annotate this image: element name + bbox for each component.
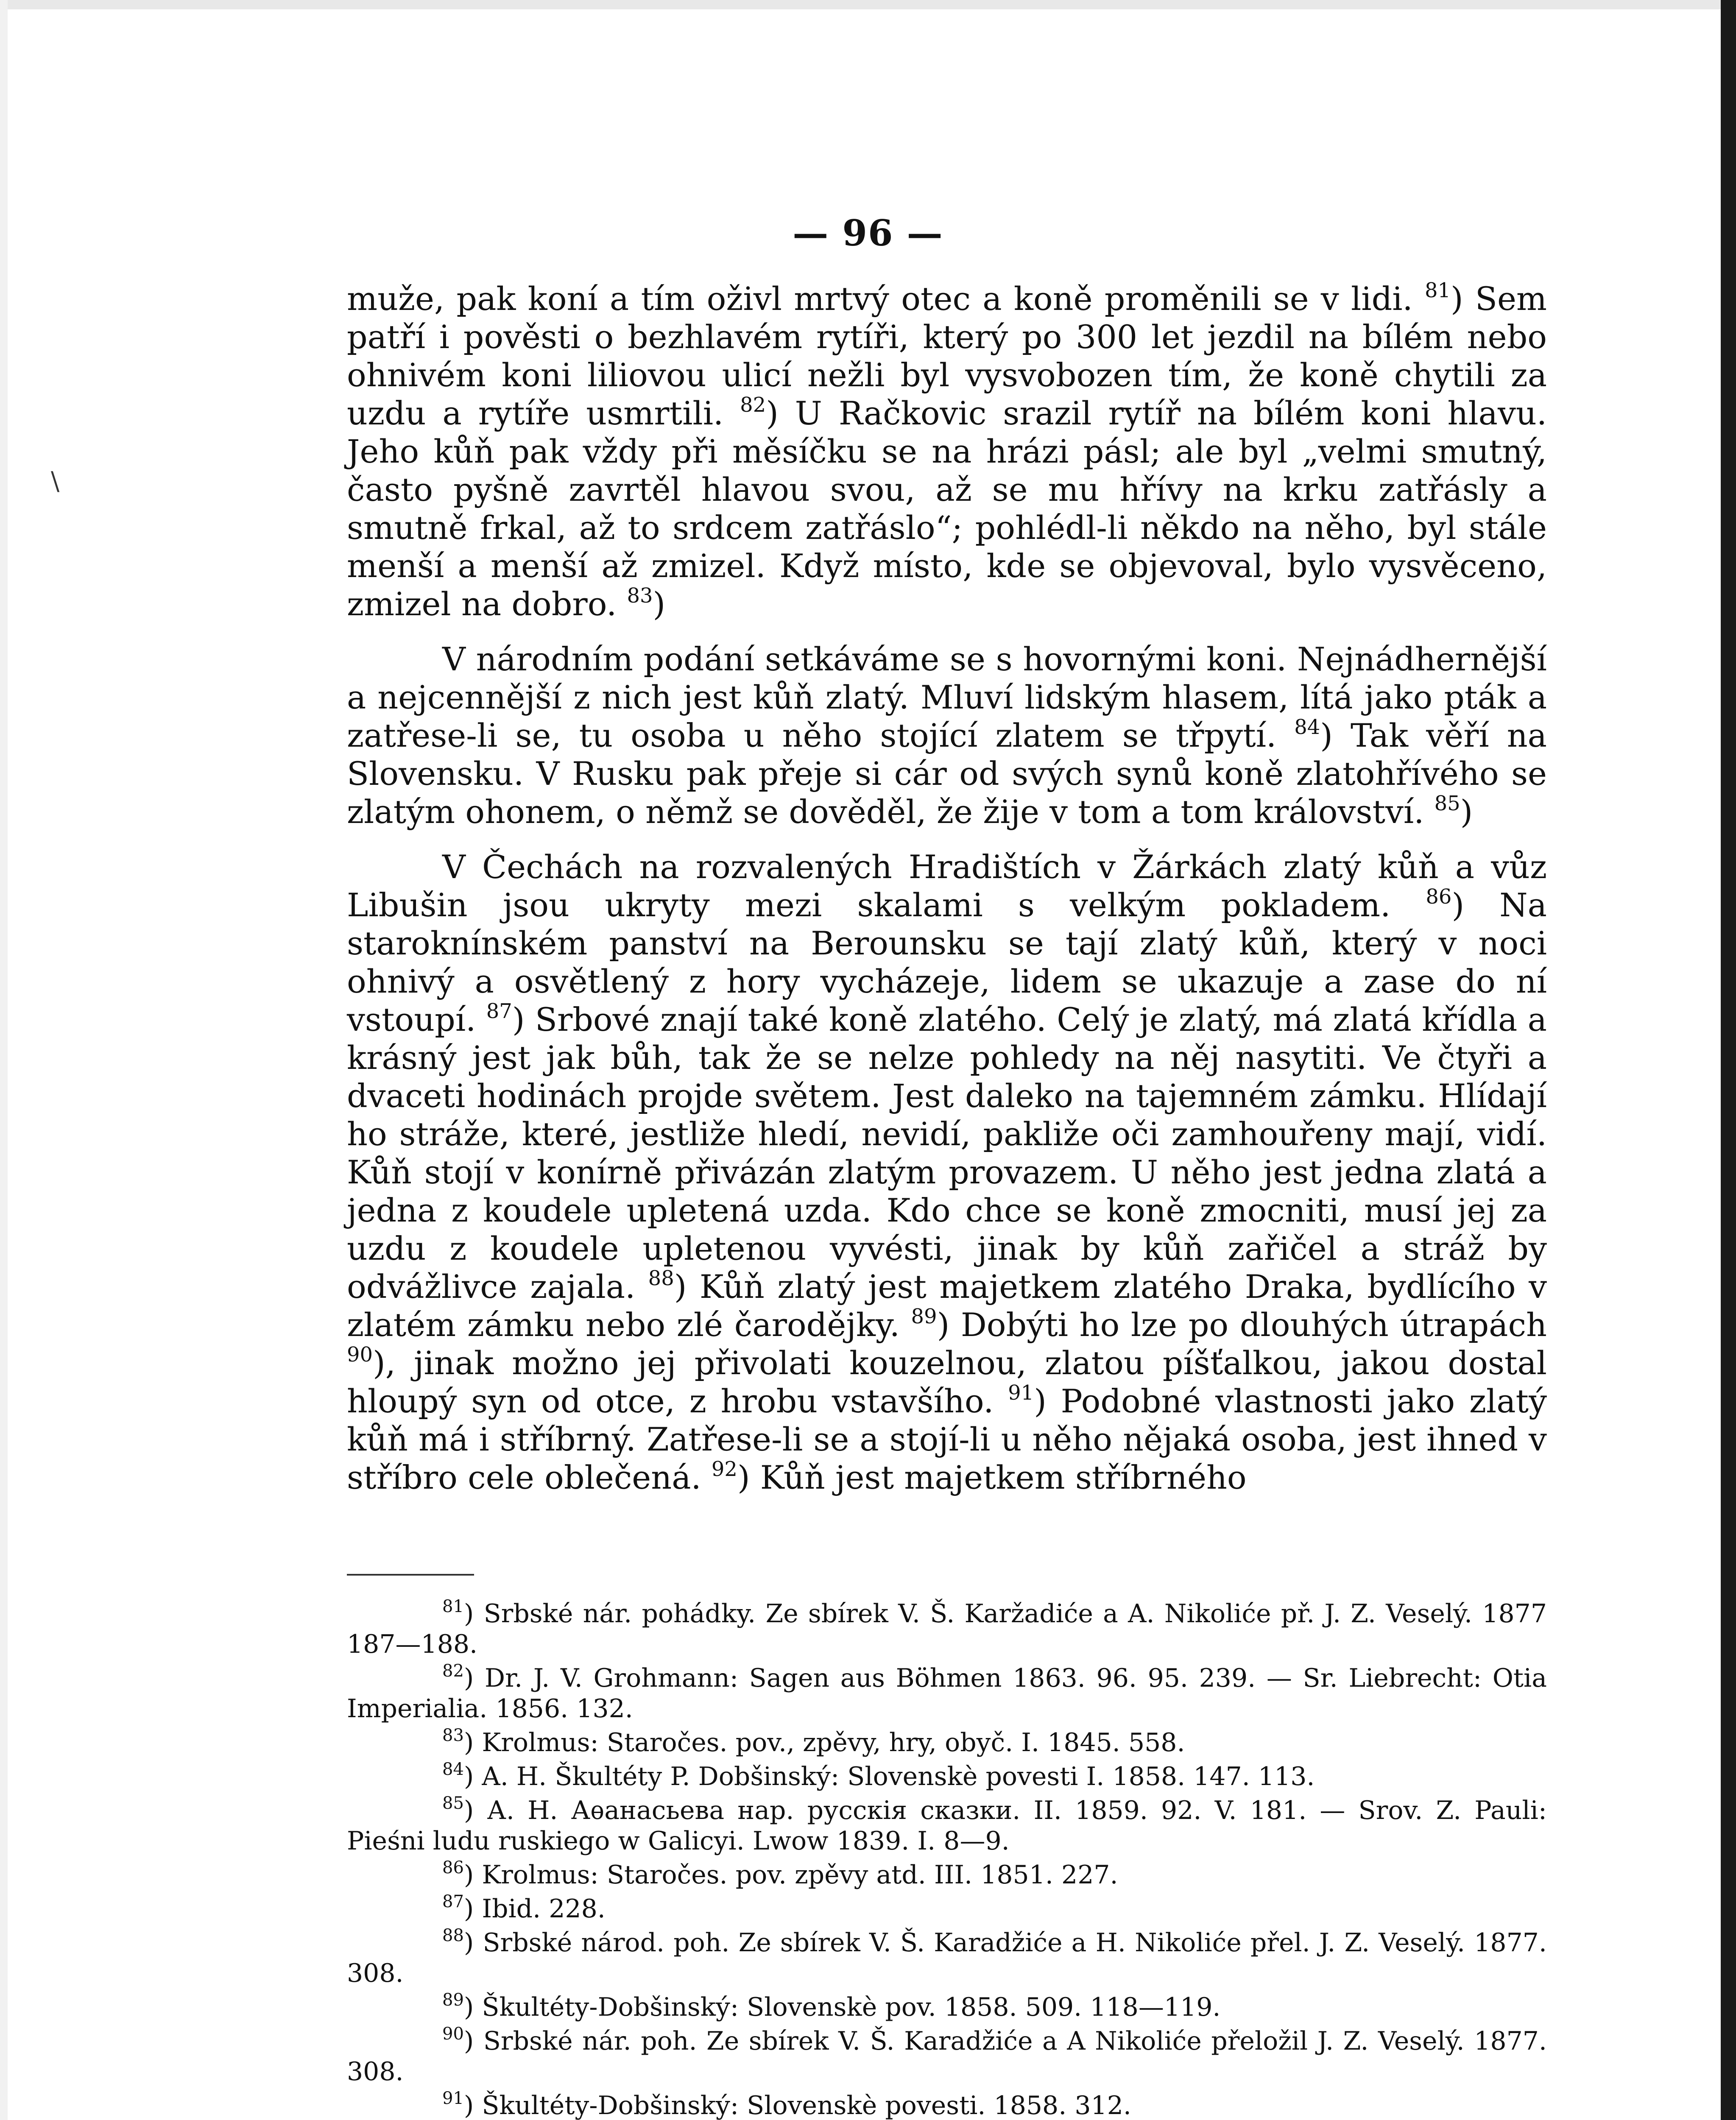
footnote-reference[interactable]: 83 (627, 584, 653, 608)
footnote-text: ) Srbské nár. poh. Ze sbírek V. Š. Karadžiće a A Nikoliće přeložil J. Z. Veselý. 1877. 308. (347, 2026, 1547, 2087)
footnote-number: 84 (442, 1760, 464, 1779)
footnote (347, 1928, 1547, 1989)
text-run: ) Podobné vlastnosti jako zlatý kůň má i stříbrný. Zatřese-li se a stojí-li u něho nějaká osoba, jest ihned v stříbro cele oblečená. (347, 1382, 1547, 1496)
footnote-text: ) Ibid. 228. (463, 1894, 606, 1924)
footnote-reference[interactable]: 91 (1008, 1381, 1034, 1405)
main-text (347, 280, 1547, 1497)
footnote-separator (347, 1574, 474, 1576)
footnote-reference[interactable]: 87 (486, 999, 512, 1023)
text-run: V národním podání setkáváme se s hovornými koni. Nejnádhernější a nejcennější z nich jest kůň zlatý. Mluví lidským hlasem, lítá jako pták a zatřese-li se, tu osoba u něho stojící zlatem se třpytí. (347, 640, 1547, 754)
footnote-text: ) Srbské národ. poh. Ze sbírek V. Š. Karadžiće a H. Nikoliće přel. J. Z. Veselý. 1877. 308. (347, 1928, 1547, 1988)
footnote-reference[interactable]: 89 (911, 1305, 937, 1328)
footnote-text: ) Krolmus: Staročes. pov. zpěvy atd. III. 1851. 227. (463, 1860, 1118, 1890)
footnote (347, 1894, 1547, 1924)
footnote-number: 86 (442, 1858, 464, 1877)
footnotes (347, 1598, 1547, 2120)
page-number: — 96 — (793, 212, 943, 254)
text-run: ) Srbové znají také koně zlatého. Celý je zlatý, má zlatá křídla a krásný jest jak bůh, tak že se nelze pohledy na něj nasytiti. Ve čtyři a dvaceti hodinách projde světem. Jest daleko na tajemném zámku. Hlídají ho stráže, které, jestliže hledí, nevidí, pakliže oči zamhouřeny mají, vidí. Kůň stojí v konírně přivázán zlatým provazem. U něho jest jedna zlatá a jedna z koudele upletená uzda. Kdo chce se koně zmocniti, musí jej za uzdu z koudele upletenou vyvésti, jinak by kůň zařičel a stráž by odvážlivce zajala. (347, 1001, 1547, 1305)
footnote-number: 85 (442, 1794, 464, 1813)
text-run: ) (1460, 793, 1473, 831)
footnote (347, 1992, 1547, 2022)
footnote-reference[interactable]: 82 (740, 393, 766, 417)
footnote-reference[interactable]: 88 (648, 1266, 674, 1290)
paragraph-3 (347, 848, 1547, 1497)
footnote (347, 1598, 1547, 1660)
text-run: ) Sem patří i pověsti o bezhlavém rytíři, který po 300 let jezdil na bílém nebo ohnivém koni liliovou ulicí nežli byl vysvobozen tím, že koně chytili za uzdu a rytíře usmrtili. (347, 280, 1547, 432)
footnote-number: 83 (442, 1726, 464, 1745)
footnote (347, 1761, 1547, 1792)
scan-edge-left (0, 0, 8, 2120)
footnote-number: 81 (442, 1597, 464, 1616)
footnote-text: ) Krolmus: Staročes. pov., zpěvy, hry, obyč. I. 1845. 558. (463, 1728, 1185, 1757)
footnote-text: ) A. H. Škultéty P. Dobšinský: Slovenskè povesti I. 1858. 147. 113. (463, 1762, 1315, 1791)
text-run: ) Tak věří na Slovensku. V Rusku pak přeje si cár od svých synů koně zlatohřívého se zlatým ohonem, o němž se dověděl, že žije v tom a tom království. (347, 717, 1547, 831)
text-run: ) Kůň jest majetkem stříbrného (737, 1459, 1247, 1496)
footnote-number: 88 (442, 1926, 464, 1945)
footnote-number: 90 (442, 2024, 464, 2044)
text-run: ) Kůň zlatý jest majetkem zlatého Draka, bydlícího v zlatém zámku nebo zlé čarodějky. (347, 1268, 1547, 1344)
footnote-number: 91 (442, 2089, 464, 2108)
footnote (347, 1795, 1547, 1856)
footnote-text: ) Srbské nár. pohádky. Ze sbírek V. Š. Karžadiće a A. Nikoliće př. J. Z. Veselý. 1877 187—188. (347, 1599, 1547, 1659)
scan-edge-right (1721, 0, 1736, 2120)
scan-edge-top (0, 0, 1736, 9)
text-run: V Čechách na rozvalených Hradištích v Žárkách zlatý kůň a vůz Libušin jsou ukryty mezi skalami s velkým pokladem. (347, 848, 1547, 924)
footnote-text: ) Dr. J. V. Grohmann: Sagen aus Böhmen 1863. 96. 95. 239. — Sr. Liebrecht: Otia Imperialia. 1856. 132. (347, 1663, 1547, 1724)
footnote-reference[interactable]: 92 (711, 1457, 737, 1481)
footnote-reference[interactable]: 86 (1426, 885, 1452, 909)
footnote-number: 82 (442, 1661, 464, 1681)
paragraph-2 (347, 640, 1547, 831)
footnote-reference[interactable]: 85 (1434, 792, 1460, 815)
margin-mark: \ (51, 466, 60, 496)
footnote-text: ) Škultéty-Dobšinský: Slovenskè pov. 1858. 509. 118—119. (463, 1992, 1221, 2022)
footnote-number: 89 (442, 1990, 464, 2010)
text-run: ) Dobýti ho lze po dlouhých útrapách (937, 1306, 1547, 1344)
footnote (347, 2090, 1547, 2120)
footnote (347, 1663, 1547, 1724)
footnote-number: 87 (442, 1892, 464, 1911)
footnote (347, 1860, 1547, 1890)
footnote-reference[interactable]: 84 (1294, 715, 1320, 739)
text-run: ) U Račkovic srazil rytíř na bílém koni hlavu. Jeho kůň pak vždy při měsíčku se na hrázi pásl; ale byl „velmi smutný, často pyšně zavrtěl hlavou svou, až se mu hřívy na krku zatřásly a smutně frkal, až to srdcem zatřáslo“; pohlédl-li někdo na něho, byl stále menší a menší až zmizel. Když místo, kde se objevoval, bylo vysvěceno, zmizel na dobro. (347, 394, 1547, 623)
text-run: muže, pak koní a tím oživl mrtvý otec a koně proměnili se v lidi. (347, 280, 1425, 318)
footnote-text: ) А. Н. Аѳанасьева нар. русскія сказки. II. 1859. 92. V. 181. — Srov. Z. Pauli: Pieśni ludu ruskiego w Galicyi. Lwow 1839. I. 8—9. (347, 1796, 1547, 1856)
footnote-reference[interactable]: 90 (347, 1343, 373, 1367)
footnote (347, 1727, 1547, 1758)
text-run: ) Na staroknínském panství na Berounsku se tají zlatý kůň, který v noci ohnivý a osvětlený z hory vycházeje, lidem se ukazuje a zase do ní vstoupí. (347, 886, 1547, 1038)
paragraph-1 (347, 280, 1547, 623)
footnote-text: ) Škultéty-Dobšinský: Slovenskè povesti. 1858. 312. (463, 2091, 1131, 2120)
footnote-reference[interactable]: 81 (1424, 279, 1451, 302)
text-run: ), jinak možno jej přivolati kouzelnou, zlatou píšťalkou, jakou dostal hloupý syn od otce, z hrobu vstavšího. (347, 1344, 1547, 1420)
footnote (347, 2026, 1547, 2087)
text-run: ) (653, 585, 666, 623)
